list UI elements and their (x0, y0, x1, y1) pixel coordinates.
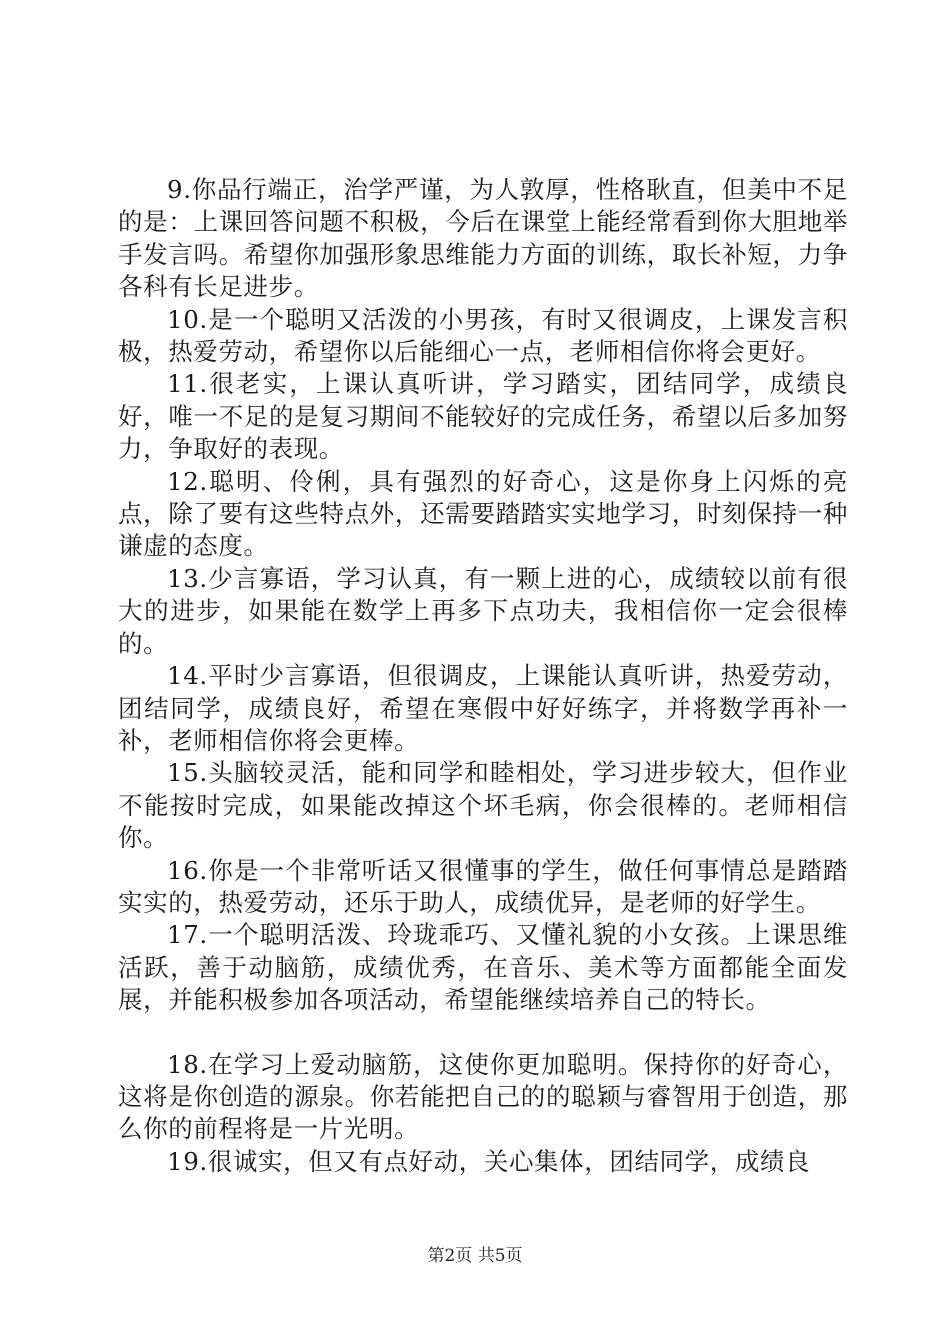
page-footer: 第2页 共5页 (427, 1246, 523, 1266)
comment-paragraph-9: 9.你品行端正，治学严谨，为人敦厚，性格耿直，但美中不足的是：上课回答问题不积极，今后在课堂上能经常看到你大胆地举手发言吗。希望你加强形象思维能力方面的训练，取长补短，力争各科有长足进步。 (118, 175, 848, 302)
comment-paragraph-19: 19.很诚实，但又有点好动，关心集体，团结同学，成绩良 (167, 1146, 811, 1176)
comment-paragraph-14: 14.平时少言寡语，但很调皮，上课能认真听讲，热爱劳动，团结同学，成绩良好，希望在寒假中好好练字，并将数学再补一补，老师相信你将会更棒。 (118, 661, 848, 755)
comment-paragraph-18: 18.在学习上爱动脑筋，这使你更加聪明。保持你的好奇心，这将是你创造的源泉。你若能把自己的的聪颖与睿智用于创造，那么你的前程将是一片光明。 (118, 1049, 848, 1144)
comment-paragraph-10: 10.是一个聪明又活泼的小男孩，有时又很调皮，上课发言积极，热爱劳动，希望你以后能细心一点，老师相信你将会更好。 (118, 304, 848, 367)
paragraph-spacer (118, 1017, 848, 1049)
comment-paragraph-17: 17.一个聪明活泼、玲珑乖巧、又懂礼貌的小女孩。上课思维活跃，善于动脑筋，成绩优秀，在音乐、美术等方面都能全面发展，并能积极参加各项活动，希望能继续培养自己的特长。 (118, 920, 848, 1015)
document-body (118, 174, 848, 1178)
comment-paragraph-15: 15.头脑较灵活，能和同学和睦相处，学习进步较大，但作业不能按时完成，如果能改掉这个坏毛病，你会很棒的。老师相信你。 (118, 758, 848, 853)
comment-paragraph-12: 12.聪明、伶俐，具有强烈的好奇心，这是你身上闪烁的亮点，除了要有这些特点外，还需要踏踏实实地学习，时刻保持一种谦虚的态度。 (118, 466, 848, 561)
comment-paragraph-11: 11.很老实，上课认真听讲，学习踏实，团结同学，成绩良好，唯一不足的是复习期间不能较好的完成任务，希望以后多加努力，争取好的表现。 (118, 369, 848, 464)
comment-paragraph-13: 13.少言寡语，学习认真，有一颗上进的心，成绩较以前有很大的进步，如果能在数学上再多下点功夫，我相信你一定会很棒的。 (118, 563, 848, 658)
comment-paragraph-16: 16.你是一个非常听话又很懂事的学生，做任何事情总是踏踏实实的，热爱劳动，还乐于助人，成绩优异，是老师的好学生。 (118, 855, 848, 917)
